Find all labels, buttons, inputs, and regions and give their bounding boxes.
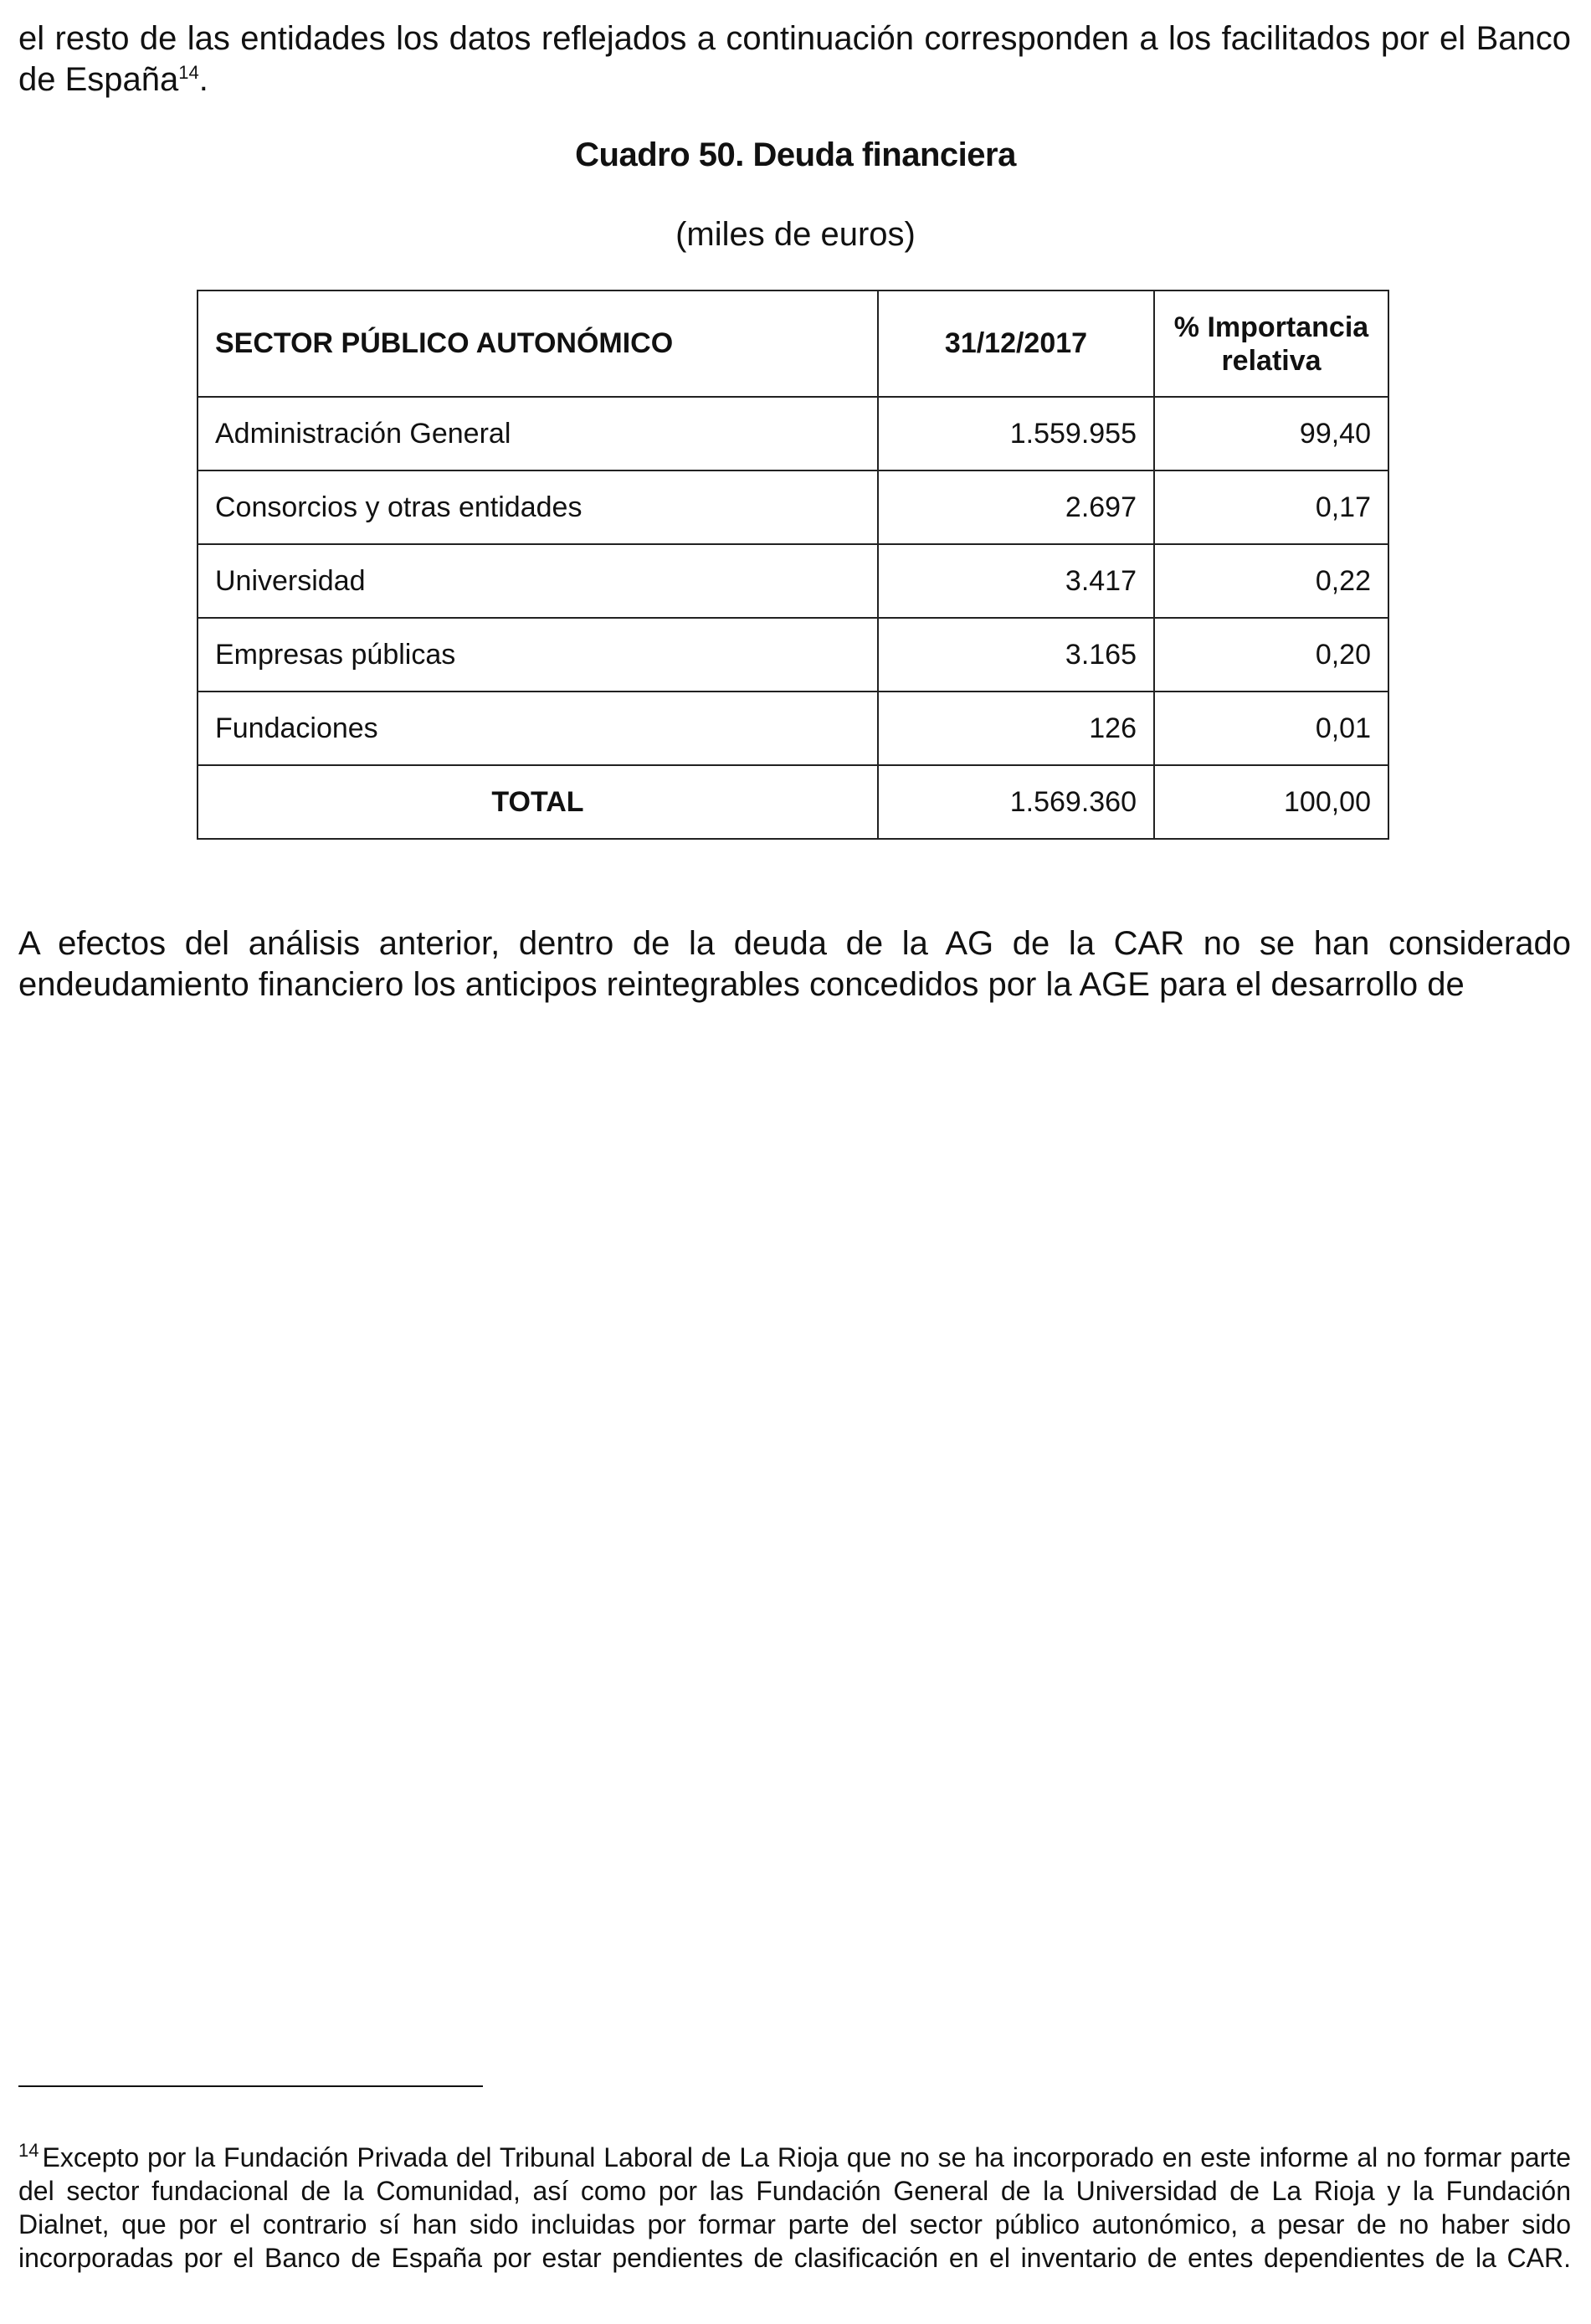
- row-pct: 0,20: [1154, 618, 1388, 692]
- table-total-row: [198, 765, 1388, 839]
- row-name: Administración General: [198, 397, 878, 470]
- header-date: 31/12/2017: [878, 290, 1154, 397]
- row-amount: 126: [878, 692, 1154, 765]
- total-label: TOTAL: [198, 765, 878, 839]
- row-amount: 3.417: [878, 544, 1154, 618]
- intro-paragraph: [18, 18, 1571, 100]
- header-importance-line1: % Importancia: [1173, 311, 1369, 343]
- row-amount: 2.697: [878, 470, 1154, 544]
- analysis-paragraph: A efectos del análisis anterior, dentro de la deuda de la AG de la CAR no se han considerado endeudamiento financiero los anticipos reintegrables concedidos por la AGE para el desarrollo de: [18, 925, 1571, 1003]
- table-row: [198, 397, 1388, 470]
- header-importance: [1154, 290, 1388, 397]
- footnote-text: Excepto por la Fundación Privada del Tribunal Laboral de La Rioja que no se ha incorporado en este informe al no formar parte del sector fundacional de la Comunidad, así como por las Fundación General de la Universidad de La Rioja y la Fundación Dialnet, que por el contrario sí han sido incluidas por formar parte del sector público autonómico, a pesar de no haber sido incorporadas por el Banco de España por estar pendientes de clasificación en el inventario de entes dependientes de la CAR.: [18, 2142, 1571, 2273]
- debt-table: [197, 290, 1389, 840]
- row-name: Universidad: [198, 544, 878, 618]
- footnote-divider: [18, 2085, 483, 2087]
- intro-text: el resto de las entidades los datos reflejados a continuación corresponden a los facilitados por el Banco de España: [18, 20, 1571, 98]
- table-title: Cuadro 50. Deuda financiera: [575, 136, 1016, 173]
- table-row: [198, 544, 1388, 618]
- footnote-number: 14: [18, 2140, 39, 2161]
- header-sector: SECTOR PÚBLICO AUTONÓMICO: [198, 290, 878, 397]
- footnote: [18, 2141, 1571, 2275]
- row-name: Fundaciones: [198, 692, 878, 765]
- row-amount: 3.165: [878, 618, 1154, 692]
- table-header-row: [198, 290, 1388, 397]
- row-amount: 1.559.955: [878, 397, 1154, 470]
- table-row: [198, 692, 1388, 765]
- total-pct: 100,00: [1154, 765, 1388, 839]
- intro-end: .: [198, 61, 208, 98]
- table-row: [198, 470, 1388, 544]
- row-name: Empresas públicas: [198, 618, 878, 692]
- row-pct: 99,40: [1154, 397, 1388, 470]
- total-amount: 1.569.360: [878, 765, 1154, 839]
- row-pct: 0,01: [1154, 692, 1388, 765]
- header-importance-line2: relativa: [1221, 344, 1322, 377]
- row-name: Consorcios y otras entidades: [198, 470, 878, 544]
- table-subtitle: (miles de euros): [675, 216, 916, 253]
- row-pct: 0,17: [1154, 470, 1388, 544]
- footnote-ref[interactable]: 14: [178, 62, 199, 83]
- table-row: [198, 618, 1388, 692]
- row-pct: 0,22: [1154, 544, 1388, 618]
